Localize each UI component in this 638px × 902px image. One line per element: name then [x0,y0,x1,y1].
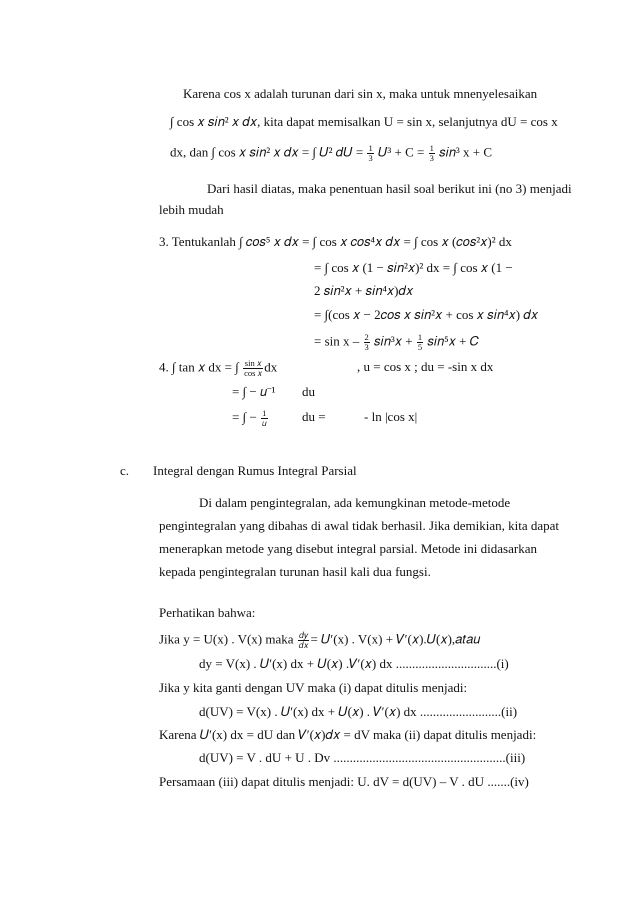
substitution-note: , u = cos x ; du = -sin x dx [357,359,494,374]
fraction: $\frac{1}{3}$ [368,143,373,163]
equation-part: = ∫ − [232,409,260,425]
text-line: lebih mudah [159,202,224,217]
equation-line: 3. Tentukanlah ∫ 𝑐𝑜𝑠⁵ 𝑥 𝑑𝑥 = ∫ cos 𝑥 𝑐𝑜𝑠⁴𝑥 𝑑𝑥 = ∫ cos 𝑥 (𝑐𝑜𝑠²𝑥)² dx [159,234,512,249]
equation-line: = ∫ − 𝑢⁻¹ [232,384,276,399]
fraction: $\frac{\text{𝑑𝑦}}{\text{𝑑𝑥}}$ [298,630,309,650]
equation-result: - ln |cos x| [364,409,418,424]
text-line: Perhatikan bahwa: [159,605,256,620]
equation-line: d(UV) = V(x) . 𝑈′(x) dx + 𝑈(𝑥) . 𝑉′(𝑥) dx .........................(ii) [199,704,518,719]
section-heading: Integral dengan Rumus Integral Parsial [153,463,357,478]
text-line: kepada pengintegralan turunan hasil kali dua fungsi. [159,564,431,579]
equation-part: 𝑈³ + C = [374,144,428,160]
equation-part: = 𝑈′(x) . V(x) + 𝑉′(𝑥).𝑈(𝑥),𝑎𝑡𝑎𝑢 [310,631,481,647]
equation-line: du [302,384,315,399]
equation-line: = ∫ cos 𝑥 (1 − 𝑠𝑖𝑛²𝑥)² dx = ∫ cos 𝑥 (1 − [314,260,513,275]
equation-part: 𝑠𝑖𝑛⁵𝑥 + 𝐶 [424,333,479,349]
text-line: Karena 𝑈′(x) dx = dU dan 𝑉′(𝑥)𝑑𝑥 = dV maka (ii) dapat ditulis menjadi: [159,727,537,742]
fraction: $\frac{1}{\text{𝑢}}$ [261,408,267,428]
equation-line [314,333,479,352]
equation-part: 4. ∫ tan 𝑥 dx = ∫ [159,359,243,375]
equation-line: dy = V(x) . 𝑈′(x) dx + 𝑈(𝑥) .𝑉′(𝑥) dx ...............................(i) [199,656,509,671]
equation-part: 𝑠𝑖𝑛³𝑥 + [370,333,416,349]
fraction: $\frac{1}{3}$ [429,143,434,163]
equation-line [170,144,492,163]
equation-part: = sin x – [314,333,363,349]
equation-line: 2 𝑠𝑖𝑛²𝑥 + 𝑠𝑖𝑛⁴𝑥)𝑑𝑥 [314,283,414,298]
equation-part: dx [264,359,278,375]
equation-line [159,359,277,378]
text-line: Di dalam pengintegralan, ada kemungkinan metode-metode [199,495,511,510]
fraction: $\frac{2}{3}$ [364,332,369,352]
section-label: c. [120,463,130,478]
text-line: Jika y kita ganti dengan UV maka (i) dapat ditulis menjadi: [159,680,468,695]
fraction: $\frac{1}{5}$ [417,332,423,352]
equation-line: du = [302,409,326,424]
text-line: Karena cos x adalah turunan dari sin x, maka untuk mnenyelesaikan [183,86,538,101]
text-line: Dari hasil diatas, maka penentuan hasil soal berikut ini (no 3) menjadi [207,181,572,196]
equation-part: 𝑠𝑖𝑛³ x + C [435,144,493,160]
equation-line [232,409,269,428]
text-line: pengintegralan yang dibahas di awal tidak berhasil. Jika demikian, kita dapat [159,518,559,533]
equation-line: = ∫(cos 𝑥 − 2𝑐𝑜𝑠 𝑥 𝑠𝑖𝑛²𝑥 + cos 𝑥 𝑠𝑖𝑛⁴𝑥) 𝑑𝑥 [314,307,539,322]
text-line: menerapkan metode yang disebut integral parsial. Metode ini didasarkan [159,541,537,556]
equation-part: Jika y = U(x) . V(x) maka [159,631,297,647]
text-line: Persamaan (iii) dapat ditulis menjadi: U. dV = d(UV) – V . dU .......(iv) [159,774,529,789]
equation-line: d(UV) = V . dU + U . Dv .....................................................(iii) [199,750,526,765]
fraction: $\frac{\text{sin 𝑥}}{\text{cos 𝑥}}$ [244,358,263,378]
equation-part: dx, dan ∫ cos 𝑥 𝑠𝑖𝑛² 𝑥 𝑑𝑥 = ∫ 𝑈² 𝑑𝑈 = [170,144,367,160]
equation-line [159,631,480,650]
text-line: ∫ cos 𝑥 𝑠𝑖𝑛² 𝑥 𝑑𝑥, kita dapat memisalkan U = sin x, selanjutnya dU = cos x [170,114,558,129]
